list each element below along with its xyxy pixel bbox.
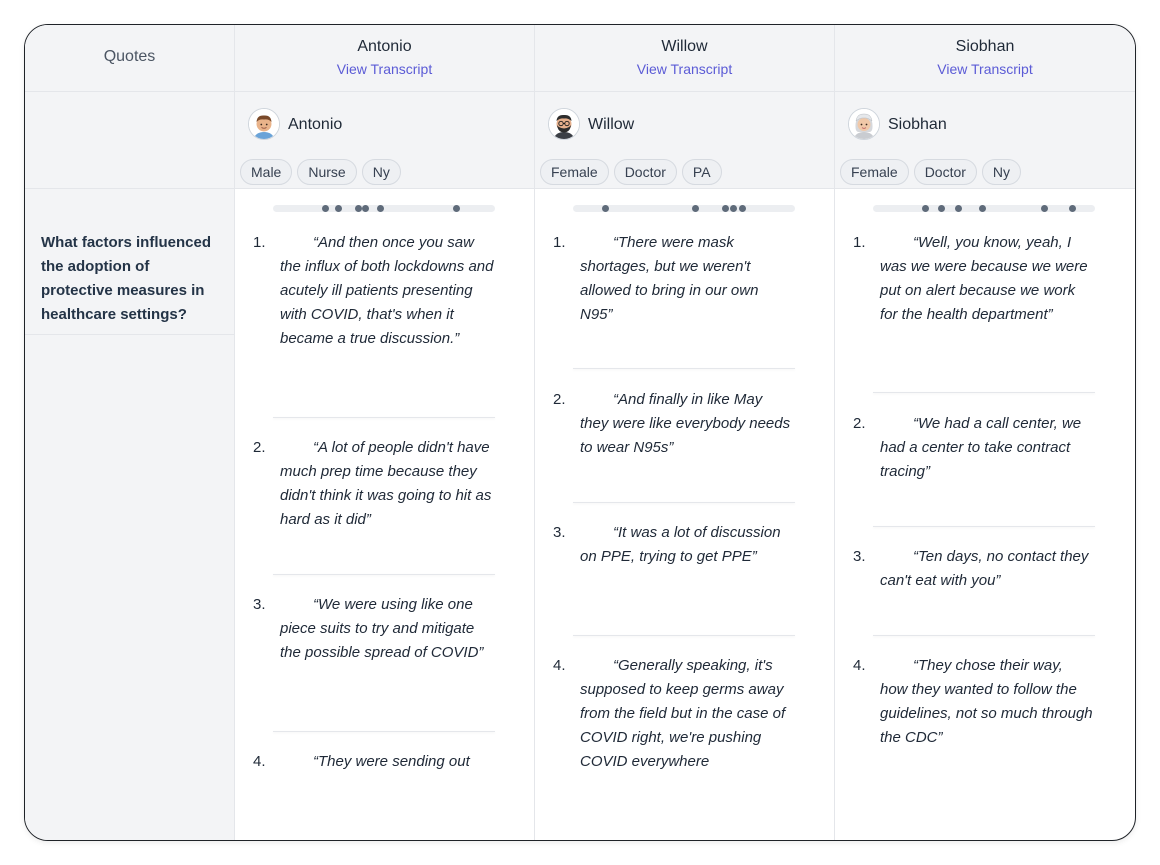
quote-text: “Generally speaking, it's supposed to keep germs away from the field but in the case of COVID right, we're pushing COVID everywhere: [580, 657, 786, 770]
quote-number: 1.: [553, 234, 566, 251]
quote-item: [253, 750, 497, 774]
bearded-man-avatar-icon: [548, 108, 580, 140]
view-transcript-link[interactable]: View Transcript: [937, 61, 1033, 77]
quote-divider: [573, 502, 795, 503]
quote-text: “It was a lot of discussion on PPE, trying to get PPE”: [580, 524, 781, 565]
track-dot: [335, 205, 342, 212]
track-dot: [377, 205, 384, 212]
quote-item: [553, 521, 797, 569]
quote-item: [853, 231, 1097, 327]
quote-text: “They were sending out: [313, 753, 470, 770]
quote-number: 3.: [253, 596, 266, 613]
quotes-header-cell: [25, 25, 234, 92]
quote-item: [853, 545, 1097, 593]
track-dot: [453, 205, 460, 212]
track-dot: [1069, 205, 1076, 212]
participant-name: Antonio: [288, 116, 343, 133]
quote-divider: [873, 392, 1095, 393]
quote-number: 2.: [253, 439, 266, 456]
quote-number: 2.: [553, 391, 566, 408]
quote-text: “We had a call center, we had a center to take contract tracing”: [880, 415, 1082, 480]
quote-text: “We were using like one piece suits to try and mitigate the possible spread of COVID”: [280, 596, 484, 661]
participant-name: Siobhan: [888, 116, 947, 133]
participant-tags: [240, 159, 401, 185]
track-dot: [955, 205, 962, 212]
participant-header: [235, 25, 534, 92]
quote-text: “Ten days, no contact they can't eat with you”: [880, 548, 1089, 589]
quote-number: 1.: [853, 234, 866, 251]
quote-divider: [273, 417, 495, 418]
quote-text: “And finally in like May they were like everybody needs to wear N95s”: [580, 391, 791, 456]
quote-number: 3.: [853, 548, 866, 565]
track-dot: [979, 205, 986, 212]
track-dot: [355, 205, 362, 212]
quotes-column-title: Quotes: [103, 48, 156, 65]
tag-role: Nurse: [297, 159, 356, 185]
track-dot: [722, 205, 729, 212]
quote-item: [253, 593, 497, 665]
quote-text: “Well, you know, yeah, I was we were because we were put on alert because we work for the health department”: [880, 234, 1088, 323]
quote-item: [853, 654, 1097, 750]
quote-number: 4.: [553, 657, 566, 674]
participant-name: Willow: [588, 116, 635, 133]
participant-column-antonio: [235, 25, 535, 840]
tag-gender: Female: [540, 159, 609, 185]
quote-number: 4.: [853, 657, 866, 674]
track-dot: [692, 205, 699, 212]
quote-item: [853, 412, 1097, 484]
quote-item: [253, 436, 497, 532]
participant-info-spacer: [25, 92, 234, 189]
quote-position-track: [273, 205, 495, 212]
participant-header: [835, 25, 1135, 92]
quote-position-track: [873, 205, 1095, 212]
question-text: What factors influenced the adoption of protective measures in healthcare settings?: [41, 234, 212, 323]
quote-text: “There were mask shortages, but we weren't allowed to bring in our own N95”: [580, 234, 759, 323]
quote-text: “A lot of people didn't have much prep time because they didn't think it was going to hit as hard as it did”: [280, 439, 492, 528]
quote-position-track: [573, 205, 795, 212]
tag-location: Ny: [982, 159, 1021, 185]
track-dot: [322, 205, 329, 212]
participant-header-name: Siobhan: [955, 38, 1015, 55]
label-column: [25, 25, 235, 840]
woman-avatar-icon: [848, 108, 880, 140]
track-dot: [922, 205, 929, 212]
view-transcript-link[interactable]: View Transcript: [336, 61, 433, 77]
track-dot: [938, 205, 945, 212]
participant-header: [535, 25, 834, 92]
quote-number: 1.: [253, 234, 266, 251]
participant-info: [835, 92, 1135, 189]
quotes-comparison-panel: [24, 24, 1136, 841]
participant-header-name: Willow: [661, 38, 708, 55]
boy-avatar-icon: [248, 108, 280, 140]
track-dot: [1041, 205, 1048, 212]
quote-divider: [273, 574, 495, 575]
tag-gender: Female: [840, 159, 909, 185]
quote-divider: [573, 368, 795, 369]
tag-location: PA: [682, 159, 722, 185]
quote-item: [553, 231, 797, 327]
quote-number: 3.: [553, 524, 566, 541]
participant-column-siobhan: [835, 25, 1135, 840]
quote-number: 2.: [853, 415, 866, 432]
track-dot: [602, 205, 609, 212]
tag-role: Doctor: [614, 159, 677, 185]
quote-text: “And then once you saw the influx of both lockdowns and acutely ill patients presenting with COVID, that's when it became a true discussion.”: [280, 234, 494, 347]
tag-role: Doctor: [914, 159, 977, 185]
question-divider: [25, 334, 234, 335]
participant-header-name: Antonio: [357, 38, 412, 55]
participant-tags: [540, 159, 722, 185]
quote-divider: [873, 526, 1095, 527]
quote-item: [553, 388, 797, 460]
quote-text: “They chose their way, how they wanted to follow the guidelines, not so much through the CDC”: [880, 657, 1093, 746]
quote-divider: [873, 635, 1095, 636]
participant-info: [235, 92, 534, 189]
view-transcript-link[interactable]: View Transcript: [636, 61, 733, 77]
participant-column-willow: [535, 25, 835, 840]
quote-number: 4.: [253, 753, 266, 770]
track-dot: [362, 205, 369, 212]
quote-divider: [273, 731, 495, 732]
participant-info: [535, 92, 834, 189]
participant-tags: [840, 159, 1021, 185]
quote-item: [553, 654, 797, 774]
track-dot: [730, 205, 737, 212]
tag-gender: Male: [240, 159, 292, 185]
track-dot: [739, 205, 746, 212]
quote-item: [253, 231, 497, 351]
quote-divider: [573, 635, 795, 636]
tag-location: Ny: [362, 159, 401, 185]
